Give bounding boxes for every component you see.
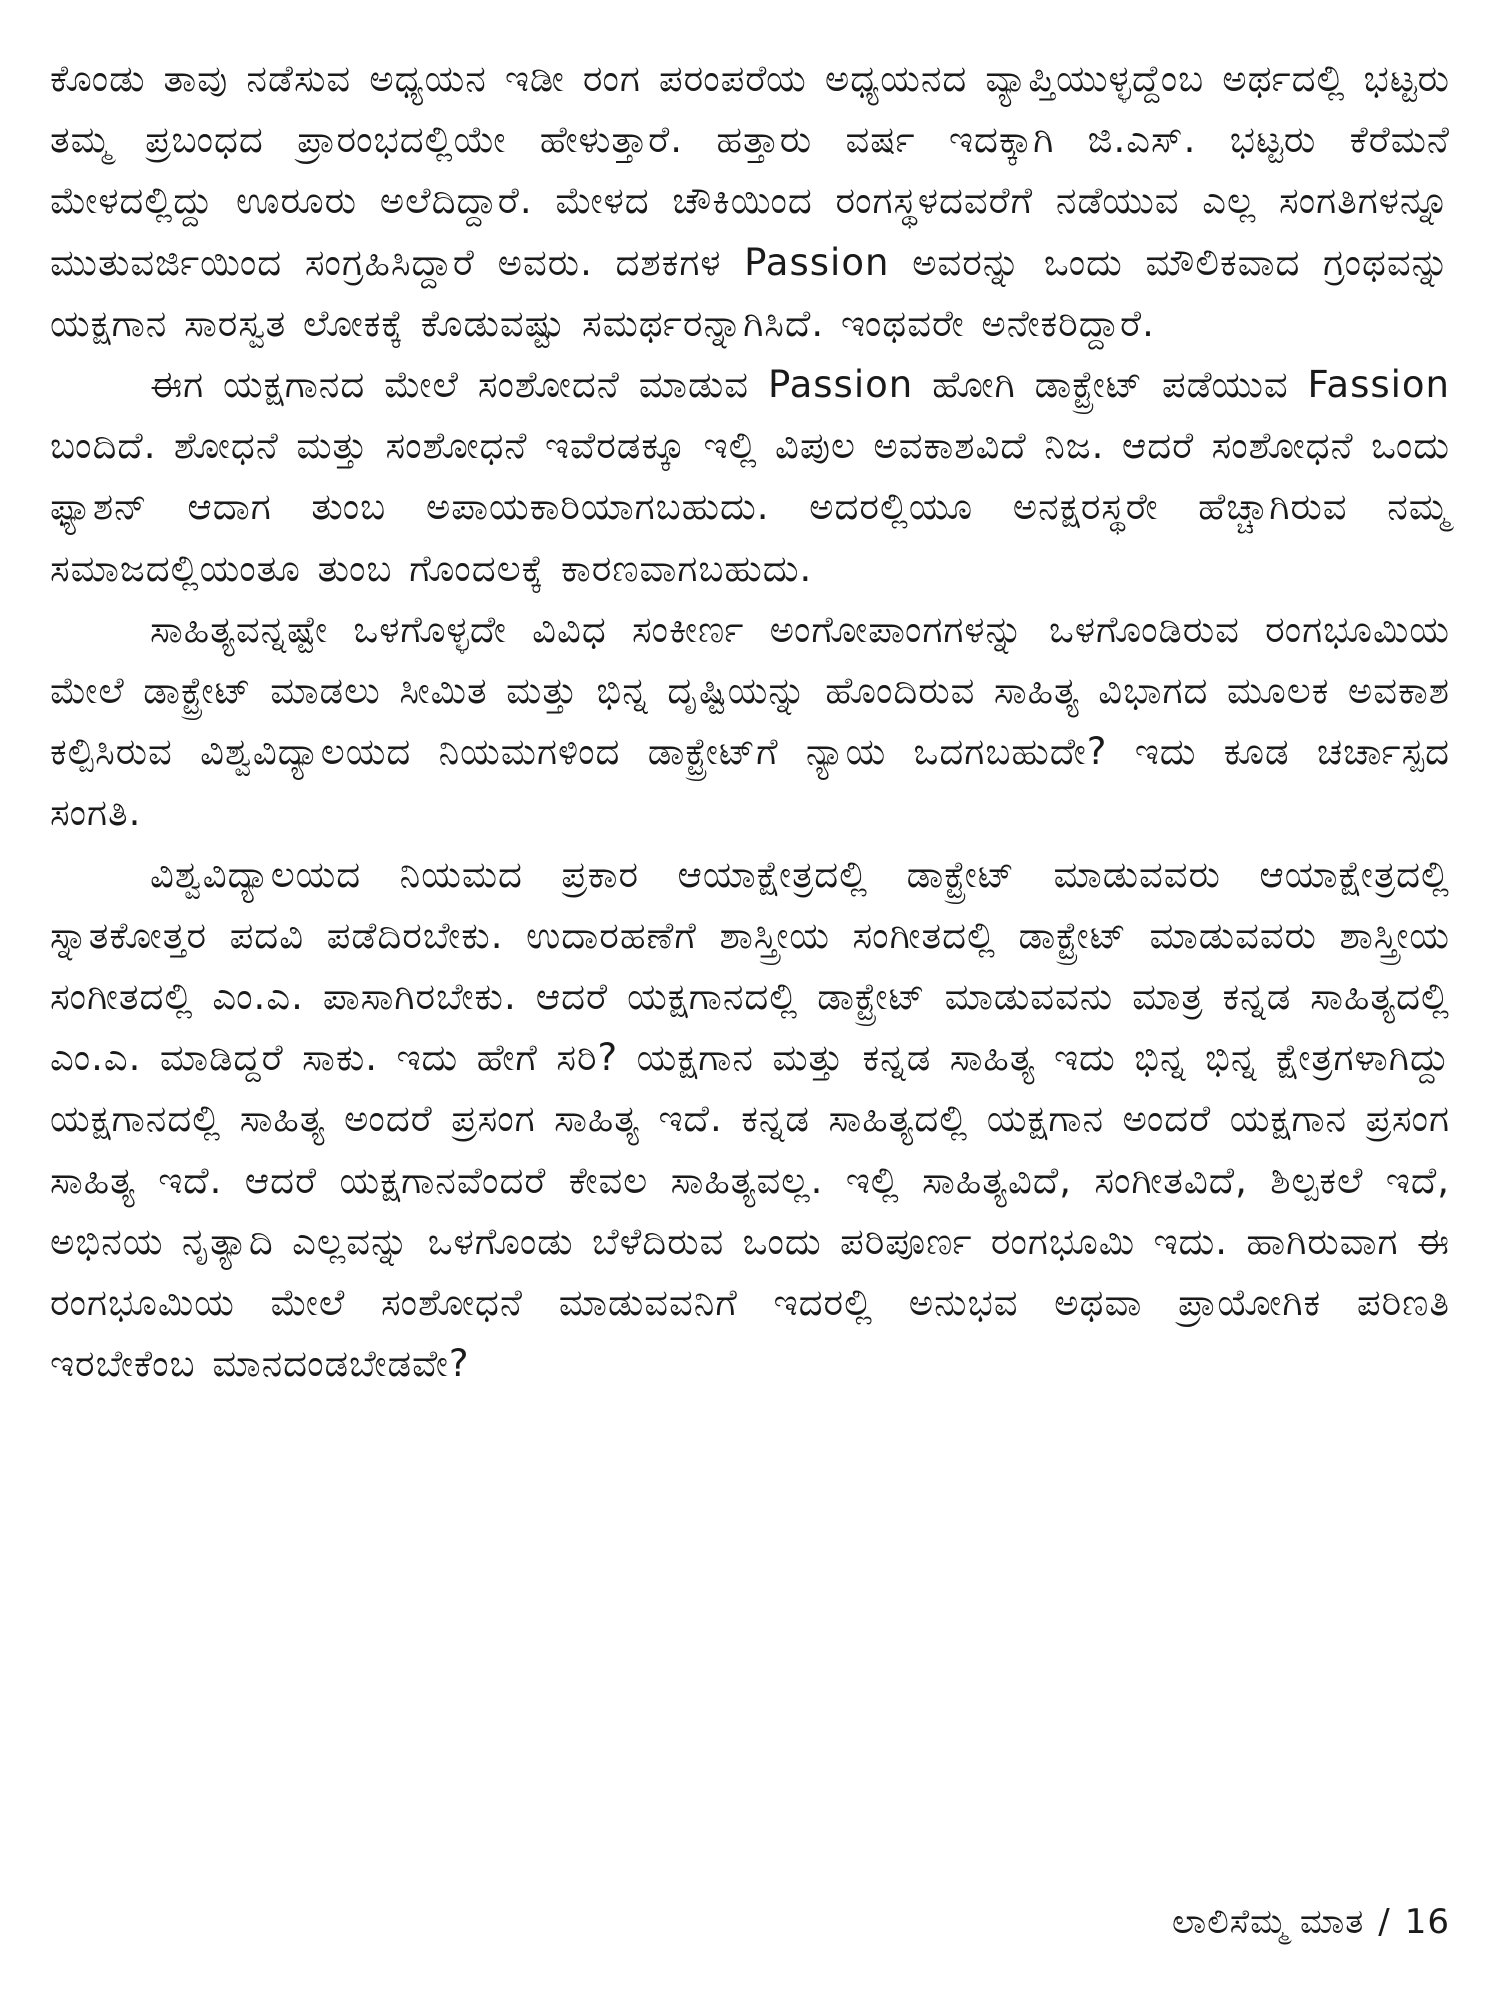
paragraph-1: ಕೊಂಡು ತಾವು ನಡೆಸುವ ಅಧ್ಯಯನ ಇಡೀ ರಂಗ ಪರಂಪರೆಯ ಅಧ್ಯಯನದ ವ್ಯಾಪ್ತಿಯುಳ್ಳದ್ದೆಂಬ ಅರ್ಥದಲ್ಲಿ ಭಟ್ಟರು ತಮ್ಮ ಪ್ರಬಂಧದ ಪ್ರಾರಂಭದಲ್ಲಿಯೇ ಹೇಳುತ್ತಾರೆ. ಹತ್ತಾರು ವರ್ಷ ಇದಕ್ಕಾಗಿ ಜಿ.ಎಸ್. ಭಟ್ಟರು ಕೆರೆಮನೆ ಮೇಳದಲ್ಲಿದ್ದು ಊರೂರು ಅಲೆದಿದ್ದಾರೆ. ಮೇಳದ ಚೌಕಿಯಿಂದ ರಂಗಸ್ಥಳದವರೆಗೆ ನಡೆಯುವ ಎಲ್ಲ ಸಂಗತಿಗಳನ್ನೂ ಮುತುವರ್ಜಿಯಿಂದ ಸಂಗ್ರಹಿಸಿದ್ದಾರೆ ಅವರು. ದಶಕಗಳ Passion ಅವರನ್ನು ಒಂದು ಮೌಲಿಕವಾದ ಗ್ರಂಥವನ್ನು ಯಕ್ಷಗಾನ ಸಾರಸ್ವತ ಲೋಕಕ್ಕೆ ಕೊಡುವಷ್ಟು ಸಮರ್ಥರನ್ನಾಗಿಸಿದೆ. ಇಂಥವರೇ ಅನೇಕರಿದ್ದಾರೆ. [50, 57, 1450, 345]
footer-title: ಲಾಲಿಸೆಮ್ಮ ಮಾತ [1172, 1902, 1365, 1942]
page-footer [1172, 1902, 1450, 1942]
document-page [50, 48, 1450, 1952]
paragraph-2: ಈಗ ಯಕ್ಷಗಾನದ ಮೇಲೆ ಸಂಶೋದನೆ ಮಾಡುವ Passion ಹೋಗಿ ಡಾಕ್ಟ್ರೇಟ್ ಪಡೆಯುವ Fassion ಬಂದಿದೆ. ಶೋಧನೆ ಮತ್ತು ಸಂಶೋಧನೆ ಇವೆರಡಕ್ಕೂ ಇಲ್ಲಿ ವಿಪುಲ ಅವಕಾಶವಿದೆ ನಿಜ. ಆದರೆ ಸಂಶೋಧನೆ ಒಂದು ಫ್ಯಾಶನ್ ಆದಾಗ ತುಂಬ ಅಪಾಯಕಾರಿಯಾಗಬಹುದು. ಅದರಲ್ಲಿಯೂ ಅನಕ್ಷರಸ್ಥರೇ ಹೆಚ್ಚಾಗಿರುವ ನಮ್ಮ ಸಮಾಜದಲ್ಲಿಯಂತೂ ತುಂಬ ಗೊಂದಲಕ್ಕೆ ಕಾರಣವಾಗಬಹುದು. [50, 363, 1450, 590]
footer-separator: / [1378, 1902, 1391, 1942]
page-number: 16 [1404, 1902, 1450, 1942]
paragraph-3: ಸಾಹಿತ್ಯವನ್ನಷ್ಟೇ ಒಳಗೊಳ್ಳದೇ ವಿವಿಧ ಸಂಕೀರ್ಣ ಅಂಗೋಪಾಂಗಗಳನ್ನು ಒಳಗೊಂಡಿರುವ ರಂಗಭೂಮಿಯ ಮೇಲೆ ಡಾಕ್ಟ್ರೇಟ್ ಮಾಡಲು ಸೀಮಿತ ಮತ್ತು ಭಿನ್ನ ದೃಷ್ಟಿಯನ್ನು ಹೊಂದಿರುವ ಸಾಹಿತ್ಯ ವಿಭಾಗದ ಮೂಲಕ ಅವಕಾಶ ಕಲ್ಪಿಸಿರುವ ವಿಶ್ವವಿದ್ಯಾಲಯದ ನಿಯಮಗಳಿಂದ ಡಾಕ್ಟ್ರೇಟ್‌ಗೆ ನ್ಯಾಯ ಒದಗಬಹುದೇ? ಇದು ಕೂಡ ಚರ್ಚಾಸ್ಪದ ಸಂಗತಿ. [50, 607, 1450, 835]
body-text [50, 48, 1450, 1394]
paragraph-4: ವಿಶ್ವವಿದ್ಯಾಲಯದ ನಿಯಮದ ಪ್ರಕಾರ ಆಯಾಕ್ಷೇತ್ರದಲ್ಲಿ ಡಾಕ್ಟ್ರೇಟ್ ಮಾಡುವವರು ಆಯಾಕ್ಷೇತ್ರದಲ್ಲಿ ಸ್ನಾತಕೋತ್ತರ ಪದವಿ ಪಡೆದಿರಬೇಕು. ಉದಾರಹಣೆಗೆ ಶಾಸ್ತ್ರೀಯ ಸಂಗೀತದಲ್ಲಿ ಡಾಕ್ಟ್ರೇಟ್ ಮಾಡುವವರು ಶಾಸ್ತ್ರೀಯ ಸಂಗೀತದಲ್ಲಿ ಎಂ.ಎ. ಪಾಸಾಗಿರಬೇಕು. ಆದರೆ ಯಕ್ಷಗಾನದಲ್ಲಿ ಡಾಕ್ಟ್ರೇಟ್ ಮಾಡುವವನು ಮಾತ್ರ ಕನ್ನಡ ಸಾಹಿತ್ಯದಲ್ಲಿ ಎಂ.ಎ. ಮಾಡಿದ್ದರೆ ಸಾಕು. ಇದು ಹೇಗೆ ಸರಿ? ಯಕ್ಷಗಾನ ಮತ್ತು ಕನ್ನಡ ಸಾಹಿತ್ಯ ಇದು ಭಿನ್ನ ಭಿನ್ನ ಕ್ಷೇತ್ರಗಳಾಗಿದ್ದು ಯಕ್ಷಗಾನದಲ್ಲಿ ಸಾಹಿತ್ಯ ಅಂದರೆ ಪ್ರಸಂಗ ಸಾಹಿತ್ಯ ಇದೆ. ಕನ್ನಡ ಸಾಹಿತ್ಯದಲ್ಲಿ ಯಕ್ಷಗಾನ ಅಂದರೆ ಯಕ್ಷಗಾನ ಪ್ರಸಂಗ ಸಾಹಿತ್ಯ ಇದೆ. ಆದರೆ ಯಕ್ಷಗಾನವೆಂದರೆ ಕೇವಲ ಸಾಹಿತ್ಯವಲ್ಲ. ಇಲ್ಲಿ ಸಾಹಿತ್ಯವಿದೆ, ಸಂಗೀತವಿದೆ, ಶಿಲ್ಪಕಲೆ ಇದೆ, ಅಭಿನಯ ನೃತ್ಯಾದಿ ಎಲ್ಲವನ್ನು ಒಳಗೊಂಡು ಬೆಳೆದಿರುವ ಒಂದು ಪರಿಪೂರ್ಣ ರಂಗಭೂಮಿ ಇದು. ಹಾಗಿರುವಾಗ ಈ ರಂಗಭೂಮಿಯ ಮೇಲೆ ಸಂಶೋಧನೆ ಮಾಡುವವನಿಗೆ ಇದರಲ್ಲಿ ಅನುಭವ ಅಥವಾ ಪ್ರಾಯೋಗಿಕ ಪರಿಣತಿ ಇರಬೇಕೆಂಬ ಮಾನದಂಡಬೇಡವೇ? [50, 852, 1450, 1386]
